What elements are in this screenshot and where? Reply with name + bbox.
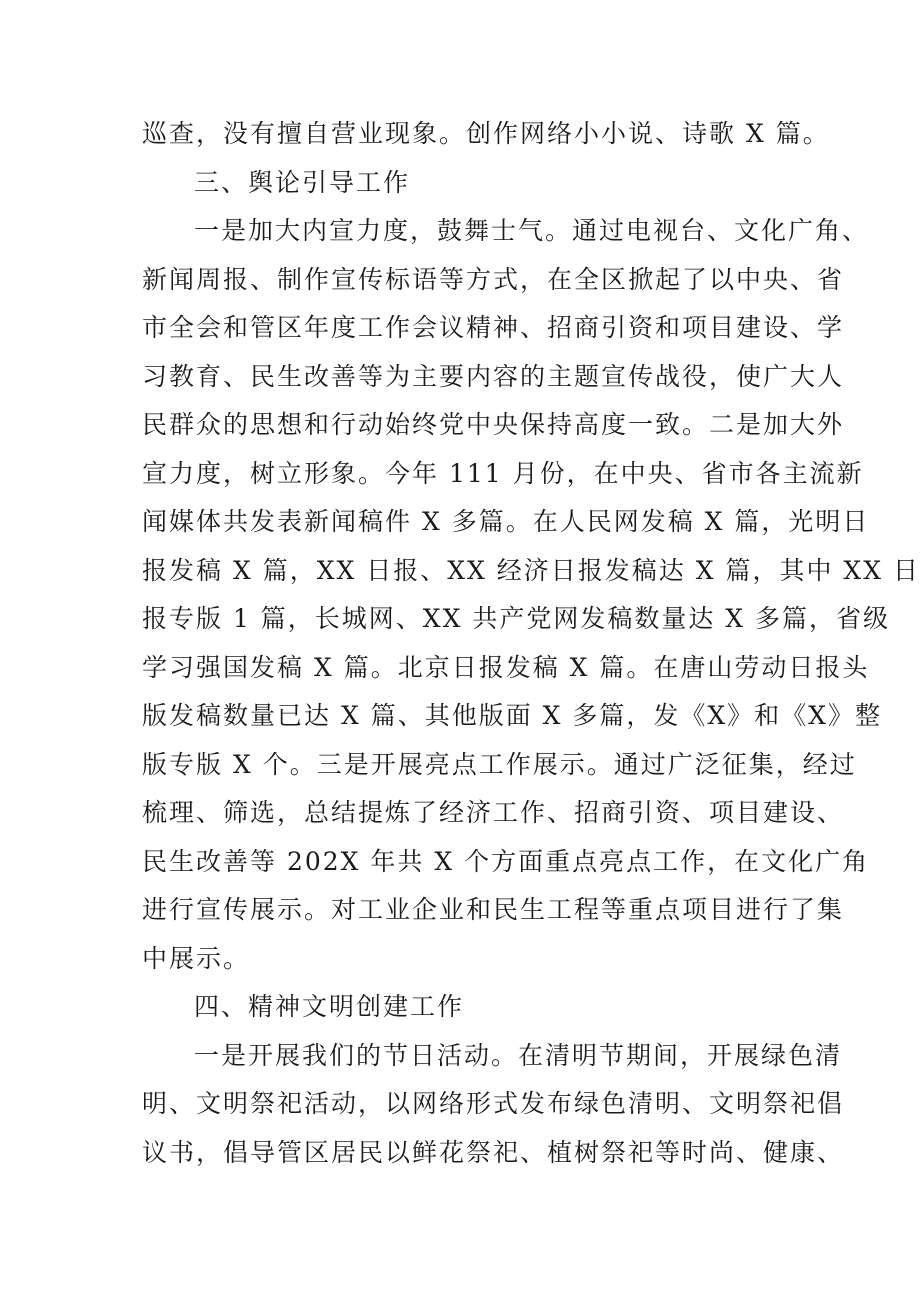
text-line: 民群众的思想和行动始终党中央保持高度一致。二是加大外 [142, 410, 845, 439]
section-heading-3: 三、舆论引导工作 [194, 167, 411, 197]
text-line: 中展示。 [142, 943, 251, 973]
text-line: 市全会和管区年度工作会议精神、招商引资和项目建设、学 [142, 313, 845, 342]
text-line: 民生改善等 202X 年共 X 个方面重点亮点工作，在文化广角 [142, 846, 870, 876]
text-line: 报专版 1 篇，长城网、XX 共产党网发稿数量达 X 多篇，省级 [142, 604, 891, 633]
text-line: 版专版 X 个。三是开展亮点工作展示。通过广泛征集，经过 [142, 749, 857, 779]
text-line: 报发稿 X 篇，XX 日报、XX 经济日报发稿达 X 篇，其中 XX 日 [142, 555, 920, 585]
text-line: 一是开展我们的节日活动。在清明节期间，开展绿色清 [194, 1040, 843, 1070]
text-line: 梳理、筛选，总结提炼了经济工作、招商引资、项目建设、 [142, 798, 845, 827]
text-line: 闻媒体共发表新闻稿件 X 多篇。在人民网发稿 X 篇，光明日 [142, 507, 870, 536]
text-line: 习教育、民生改善等为主要内容的主题宣传战役，使广大人 [142, 361, 845, 391]
text-line: 学习强国发稿 X 篇。北京日报发稿 X 篇。在唐山劳动日报头 [142, 652, 870, 682]
text-line: 明、文明祭祀活动，以网络形式发布绿色清明、文明祭祀倡 [142, 1089, 845, 1118]
text-line: 版发稿数量已达 X 篇、其他版面 X 多篇，发《X》和《X》整 [142, 701, 882, 730]
section-heading-4: 四、精神文明创建工作 [194, 992, 465, 1021]
text-line: 宣力度，树立形象。今年 111 月份，在中央、省市各主流新 [142, 458, 864, 488]
text-line: 议书，倡导管区居民以鲜花祭祀、植树祭祀等时尚、健康、 [142, 1137, 845, 1167]
text-line: 一是加大内宣力度，鼓舞士气。通过电视台、文化广角、 [194, 216, 870, 245]
document-body [142, 110, 920, 1177]
text-line: 进行宣传展示。对工业企业和民生工程等重点项目进行了集 [142, 895, 845, 924]
text-line: 新闻周报、制作宣传标语等方式，在全区掀起了以中央、省 [142, 264, 845, 294]
text-line: 巡查，没有擅自营业现象。创作网络小小说、诗歌 X 篇。 [142, 119, 830, 148]
